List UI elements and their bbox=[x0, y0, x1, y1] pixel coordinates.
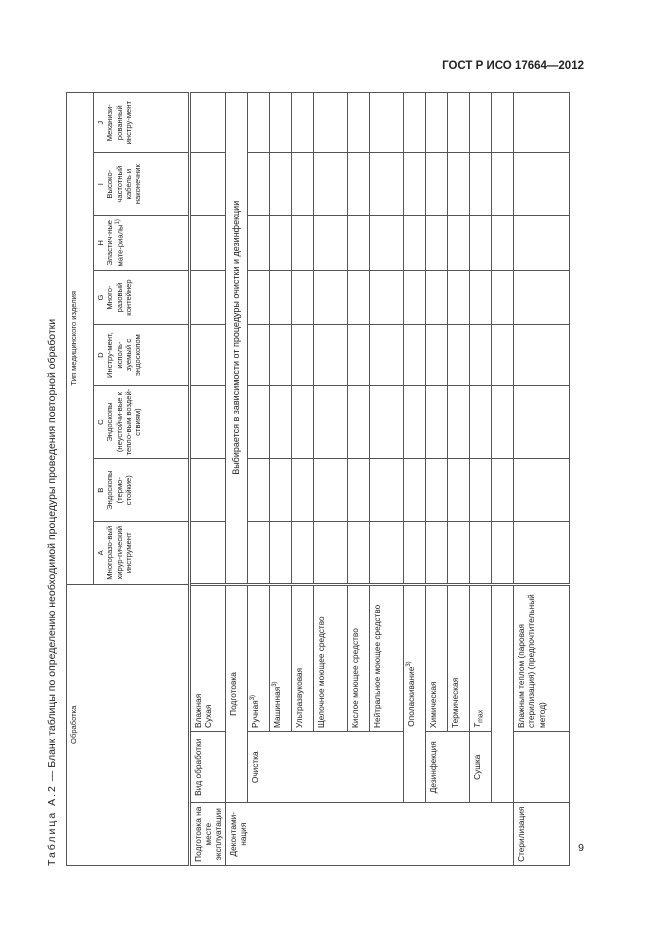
column-header-a bbox=[94, 522, 190, 585]
column-header-i bbox=[94, 153, 190, 216]
table-row bbox=[426, 93, 448, 866]
machine-text: Машинная bbox=[272, 686, 283, 728]
table-cell bbox=[292, 93, 314, 153]
table-cell bbox=[248, 325, 270, 385]
column-header-g bbox=[94, 270, 190, 325]
table-cell bbox=[448, 215, 470, 270]
table-cell bbox=[348, 459, 370, 522]
table-cell bbox=[470, 385, 492, 459]
table-cell bbox=[426, 522, 448, 585]
table-cell bbox=[514, 153, 570, 216]
table-cell bbox=[314, 522, 348, 585]
table-cell bbox=[248, 522, 270, 585]
table-cell bbox=[292, 270, 314, 325]
neutral-label: Нейтральное моющее средство bbox=[370, 584, 404, 731]
table-cell bbox=[404, 385, 426, 459]
column-name: Много-разовый контейнер bbox=[105, 279, 133, 316]
table-cell bbox=[292, 215, 314, 270]
table-cell bbox=[314, 215, 348, 270]
table-cell bbox=[314, 325, 348, 385]
footnote-mark: 3) bbox=[250, 694, 257, 701]
table-cell bbox=[492, 584, 514, 803]
column-letter: G bbox=[96, 294, 105, 301]
table-cell bbox=[370, 459, 404, 522]
table-cell bbox=[514, 215, 570, 270]
processing-kind: Вид обработки bbox=[190, 731, 226, 802]
table-cell bbox=[190, 325, 226, 385]
table-cell bbox=[314, 93, 348, 153]
rinsing-label bbox=[404, 584, 426, 803]
table-cell bbox=[514, 93, 570, 153]
table-cell bbox=[470, 270, 492, 325]
table-cell bbox=[426, 385, 448, 459]
table-row bbox=[190, 93, 226, 866]
table-cell bbox=[292, 153, 314, 216]
table-cell bbox=[292, 385, 314, 459]
table-cell bbox=[492, 459, 514, 522]
table-cell bbox=[190, 459, 226, 522]
steam-label: Влажным теплом (паровая стерилизация) (предпочтительный метод) bbox=[514, 584, 570, 731]
column-name: Эндоскопы (термо-стойкие) bbox=[105, 470, 133, 510]
stage-decon: Деконтами-нация bbox=[226, 803, 514, 866]
wet-dry-options bbox=[190, 584, 226, 731]
drying-label: Сушка bbox=[470, 731, 492, 802]
table-cell bbox=[492, 385, 514, 459]
table-cell bbox=[448, 93, 470, 153]
table-cell bbox=[190, 93, 226, 153]
table-cell bbox=[190, 153, 226, 216]
table-cell bbox=[470, 93, 492, 153]
column-header-c bbox=[94, 385, 190, 459]
column-name: Инстру-мент, исполь-зуемый с эндоскопом bbox=[105, 332, 142, 378]
table-cell bbox=[404, 153, 426, 216]
column-letter: I bbox=[96, 183, 105, 186]
table-cell bbox=[448, 270, 470, 325]
table-row bbox=[226, 93, 248, 866]
table-cell bbox=[314, 385, 348, 459]
table-cell bbox=[514, 522, 570, 585]
table-row bbox=[492, 93, 514, 866]
table-cell bbox=[492, 522, 514, 585]
machine-label bbox=[270, 584, 292, 731]
footnote-mark: 3) bbox=[272, 681, 279, 687]
table-cell bbox=[270, 270, 292, 325]
table-cell bbox=[370, 325, 404, 385]
table-cell bbox=[190, 522, 226, 585]
table-cell bbox=[348, 385, 370, 459]
rotated-table-block bbox=[44, 92, 586, 866]
tmax-label bbox=[470, 584, 492, 731]
table-cell bbox=[314, 459, 348, 522]
stage-onsite: Подготовка на месте эксплуатации bbox=[190, 803, 226, 866]
table-cell bbox=[314, 270, 348, 325]
table-cell bbox=[248, 385, 270, 459]
table-cell bbox=[348, 325, 370, 385]
table-cell bbox=[470, 325, 492, 385]
table-cell bbox=[270, 325, 292, 385]
table-cell bbox=[190, 385, 226, 459]
processing-header: Обработка bbox=[67, 584, 190, 865]
table-cell bbox=[270, 215, 292, 270]
table-cell bbox=[514, 731, 570, 802]
table-cell bbox=[270, 522, 292, 585]
document-code: ГОСТ Р ИСО 17664—2012 bbox=[442, 60, 584, 72]
table-cell bbox=[248, 459, 270, 522]
table-cell bbox=[492, 215, 514, 270]
column-name: Высоко-частотный кабель и наконечник bbox=[105, 164, 142, 205]
alkaline-label: Щелочное моющее средство bbox=[314, 584, 348, 731]
table-cell bbox=[348, 522, 370, 585]
table-cell bbox=[370, 270, 404, 325]
table-cell bbox=[426, 153, 448, 216]
page-number: 9 bbox=[578, 842, 584, 854]
footnote-mark: 1) bbox=[114, 219, 121, 225]
table-row bbox=[248, 93, 270, 866]
table-cell bbox=[426, 215, 448, 270]
table-cell bbox=[190, 270, 226, 325]
table-cell bbox=[292, 522, 314, 585]
column-letter: A bbox=[96, 550, 105, 556]
device-type-header: Тип медицинского изделия bbox=[67, 93, 94, 585]
table-row bbox=[470, 93, 492, 866]
table-cell bbox=[404, 270, 426, 325]
rinsing-text: Ополаскивание bbox=[406, 666, 417, 727]
table-cell bbox=[492, 93, 514, 153]
table-cell bbox=[292, 459, 314, 522]
table-cell bbox=[426, 459, 448, 522]
table-cell bbox=[404, 93, 426, 153]
table-cell bbox=[270, 93, 292, 153]
table-cell bbox=[248, 215, 270, 270]
column-name: Эндоскопы (неустойчи-вые к тепло-вым воздей-ствиям) bbox=[105, 388, 142, 456]
wet-label: Влажная bbox=[193, 693, 203, 728]
caption-label: Таблица А.2 bbox=[46, 784, 58, 866]
cleaning-label: Очистка bbox=[248, 731, 404, 802]
column-name: Механизи-рованный инстру-мент bbox=[105, 101, 133, 145]
table-cell bbox=[348, 93, 370, 153]
table-cell bbox=[370, 522, 404, 585]
table-cell bbox=[270, 153, 292, 216]
table-cell bbox=[270, 459, 292, 522]
stage-steril: Стерилизация bbox=[514, 803, 570, 866]
table-cell bbox=[448, 325, 470, 385]
column-header-b bbox=[94, 459, 190, 522]
table-cell bbox=[348, 270, 370, 325]
table-cell bbox=[314, 153, 348, 216]
table-cell bbox=[448, 385, 470, 459]
table-cell bbox=[190, 215, 226, 270]
table-cell bbox=[448, 153, 470, 216]
thermal-label: Термическая bbox=[448, 584, 470, 731]
ultrasonic-label: Ультразвуковая bbox=[292, 584, 314, 731]
table-cell bbox=[404, 325, 426, 385]
column-header-j bbox=[94, 93, 190, 153]
table-cell bbox=[514, 270, 570, 325]
table-row bbox=[514, 93, 570, 866]
column-letter: J bbox=[96, 120, 105, 125]
table-cell bbox=[370, 215, 404, 270]
column-name: Многоразо-вый хирур-гический инструмент bbox=[105, 525, 133, 580]
tmax-subscript: max bbox=[477, 709, 485, 723]
table-cell bbox=[426, 325, 448, 385]
table-cell bbox=[348, 153, 370, 216]
table-cell bbox=[426, 270, 448, 325]
table-cell bbox=[292, 325, 314, 385]
table-cell bbox=[248, 270, 270, 325]
table-cell bbox=[248, 153, 270, 216]
table-cell bbox=[514, 459, 570, 522]
table-cell bbox=[448, 459, 470, 522]
table-cell bbox=[470, 522, 492, 585]
column-letter: C bbox=[96, 419, 105, 425]
table-cell bbox=[404, 459, 426, 522]
disinfection-label: Дезинфекция bbox=[426, 731, 470, 802]
footnote-mark: 3) bbox=[406, 661, 413, 667]
dry-label: Сухая bbox=[203, 704, 214, 728]
acidic-label: Кислое моющее средство bbox=[348, 584, 370, 731]
table-cell bbox=[248, 93, 270, 153]
table-cell bbox=[370, 93, 404, 153]
table-cell bbox=[470, 459, 492, 522]
table-caption bbox=[44, 92, 66, 866]
table-cell bbox=[492, 270, 514, 325]
column-letter: H bbox=[96, 240, 105, 246]
table-cell bbox=[404, 522, 426, 585]
table-cell bbox=[426, 93, 448, 153]
table-cell bbox=[470, 215, 492, 270]
table-cell bbox=[270, 385, 292, 459]
column-header-h bbox=[94, 215, 190, 270]
table-cell bbox=[404, 215, 426, 270]
manual-label bbox=[248, 584, 270, 731]
column-letter: D bbox=[96, 352, 105, 358]
caption-text: — Бланк таблицы по определению необходимой процедуры проведения повторной обработки bbox=[46, 318, 58, 785]
table-cell bbox=[492, 153, 514, 216]
table-cell bbox=[448, 522, 470, 585]
preparation-label: Подготовка bbox=[226, 584, 248, 803]
column-header-d bbox=[94, 325, 190, 385]
selected-note: Выбирается в зависимости от процедуры очистки и дезинфекции bbox=[226, 93, 248, 585]
column-name: Эластич-ные мате-риалы bbox=[105, 219, 125, 267]
table-cell bbox=[492, 325, 514, 385]
table-cell bbox=[370, 385, 404, 459]
table-cell bbox=[514, 325, 570, 385]
table-cell bbox=[370, 153, 404, 216]
column-letter: B bbox=[96, 487, 105, 493]
reprocessing-table bbox=[66, 92, 570, 866]
chemical-label: Химическая bbox=[426, 584, 448, 731]
table-cell bbox=[470, 153, 492, 216]
table-cell bbox=[514, 385, 570, 459]
table-cell bbox=[348, 215, 370, 270]
table-row bbox=[404, 93, 426, 866]
manual-text: Ручная bbox=[250, 700, 261, 728]
tmax-symbol: T bbox=[472, 722, 483, 728]
